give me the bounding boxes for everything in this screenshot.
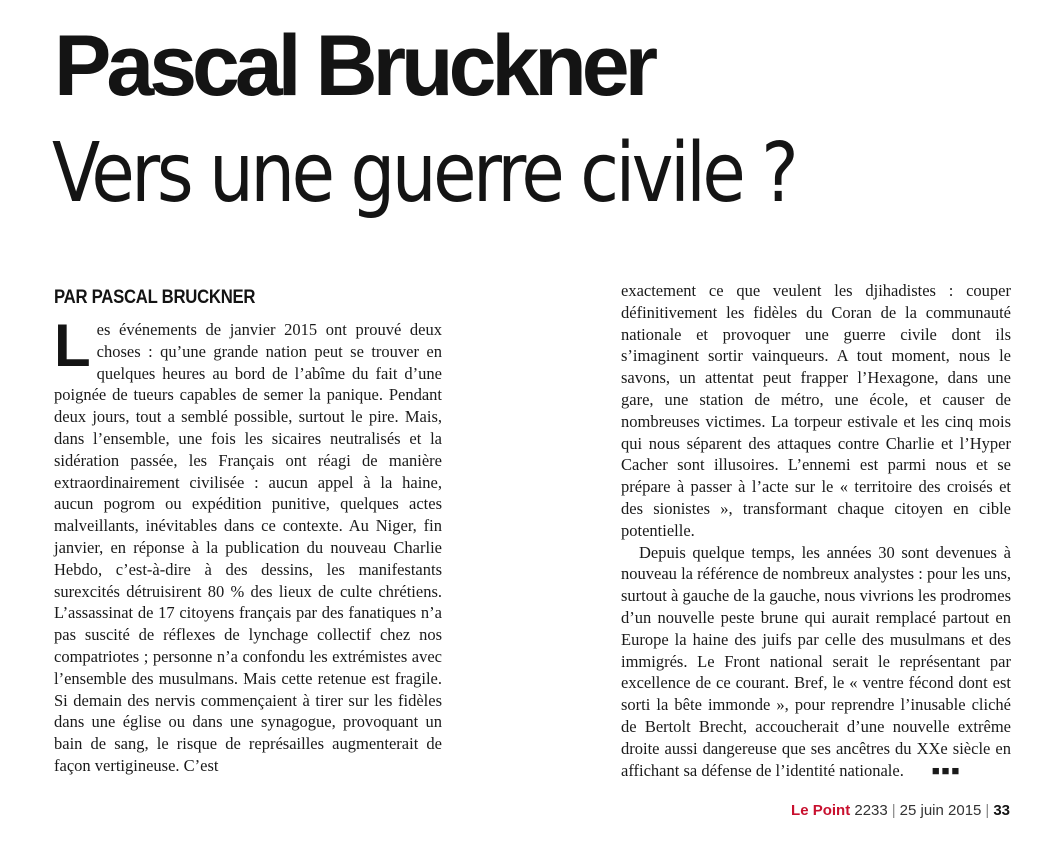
headline: Pascal Bruckner <box>54 18 654 114</box>
byline: PAR PASCAL BRUCKNER <box>54 287 256 308</box>
footer-separator: | <box>891 802 896 819</box>
magazine-brand: Le Point <box>791 802 851 819</box>
right-paragraph-1: exactement ce que veulent les djihadistes : couper définitivement les fidèles du Coran de la communauté nationale et provoquer une guerre civile dont ils s’imaginent sortir vainqueurs. A tout moment, nous le savons, un attentat peut frapper l’Hexagone, dans une gare, une station de métro, une école, et causer de nombreuses victimes. La torpeur estivale et les cinq mois qui nous séparent des attaques contre Charlie et l’Hyper Cacher sont illusoires. L’ennemi est parmi nous et se prépare à passer à l’acte sur le « territoire des croisés et des sionistes », transformant chaque citoyen en cible potentielle. <box>621 281 1011 540</box>
right-paragraph-2 <box>621 542 1011 782</box>
subhead: Vers une guerre civile ? <box>52 126 796 221</box>
left-column <box>54 312 442 777</box>
left-paragraph <box>54 312 442 777</box>
right-paragraph-2-text: Depuis quelque temps, les années 30 sont devenues à nouveau la référence de nombreux analystes : pour les uns, surtout à gauche de la gauche, nous vivrions les prodromes d’un nouvelle peste brune qui aurait remplacé partout en Europe la haine des juifs par celle des musulmans et des immigrés. Le Front national serait le représentant par excellence de ce courant. Bref, le « ventre fécond dont est sorti la bête immonde », pour reprendre l’inusable cliché de Bertolt Brecht, accoucherait d’une nouvelle extrême droite aussi dangereuse que ses ancêtres du XXe siècle en affichant sa défense de l’identité nationale. <box>621 542 1011 780</box>
footer-separator: | <box>985 802 990 819</box>
right-column <box>621 280 1011 781</box>
left-column-text: es événements de janvier 2015 ont prouvé deux choses : qu’une grande nation peut se trouver en quelques heures au bord de l’abîme du fait d’une poignée de tueurs capables de semer la panique. Pendant deux jours, tout a semblé possible, surtout le pire. Mais, dans l’ensemble, une fois les sicaires neutralisés et la sidération passée, les Français ont réagi de manière extraordinairement civilisée : aucun appel à la haine, aucun pogrom ou expédition punitive, quelques actes malveillants, inévitables dans ce contexte. Au Niger, fin janvier, en réponse à la publication du nouveau Charlie Hebdo, c’est-à-dire à des dessins, les manifestants surexcités détruisirent 80 % des lieux de culte chrétiens. L’assassinat de 17 citoyens français par des fanatiques n’a pas suscité de réflexes de lynchage collectif chez nos compatriotes ; personne n’a confondu les extrémistes avec l’ensemble des musulmans. Mais cette retenue est fragile. Si demain des nervis commençaient à tirer sur les fidèles dans une église ou dans une synagogue, provoquant un bain de sang, le risque de représailles augmenterait de façon vertigineuse. C’est <box>54 320 442 775</box>
end-mark: ■■■ <box>931 762 962 778</box>
page-footer <box>791 801 1010 821</box>
page-number: 33 <box>993 802 1010 819</box>
issue-date: 25 juin 2015 <box>899 802 982 819</box>
drop-cap: L <box>54 312 91 379</box>
issue-number: 2233 <box>854 802 888 819</box>
